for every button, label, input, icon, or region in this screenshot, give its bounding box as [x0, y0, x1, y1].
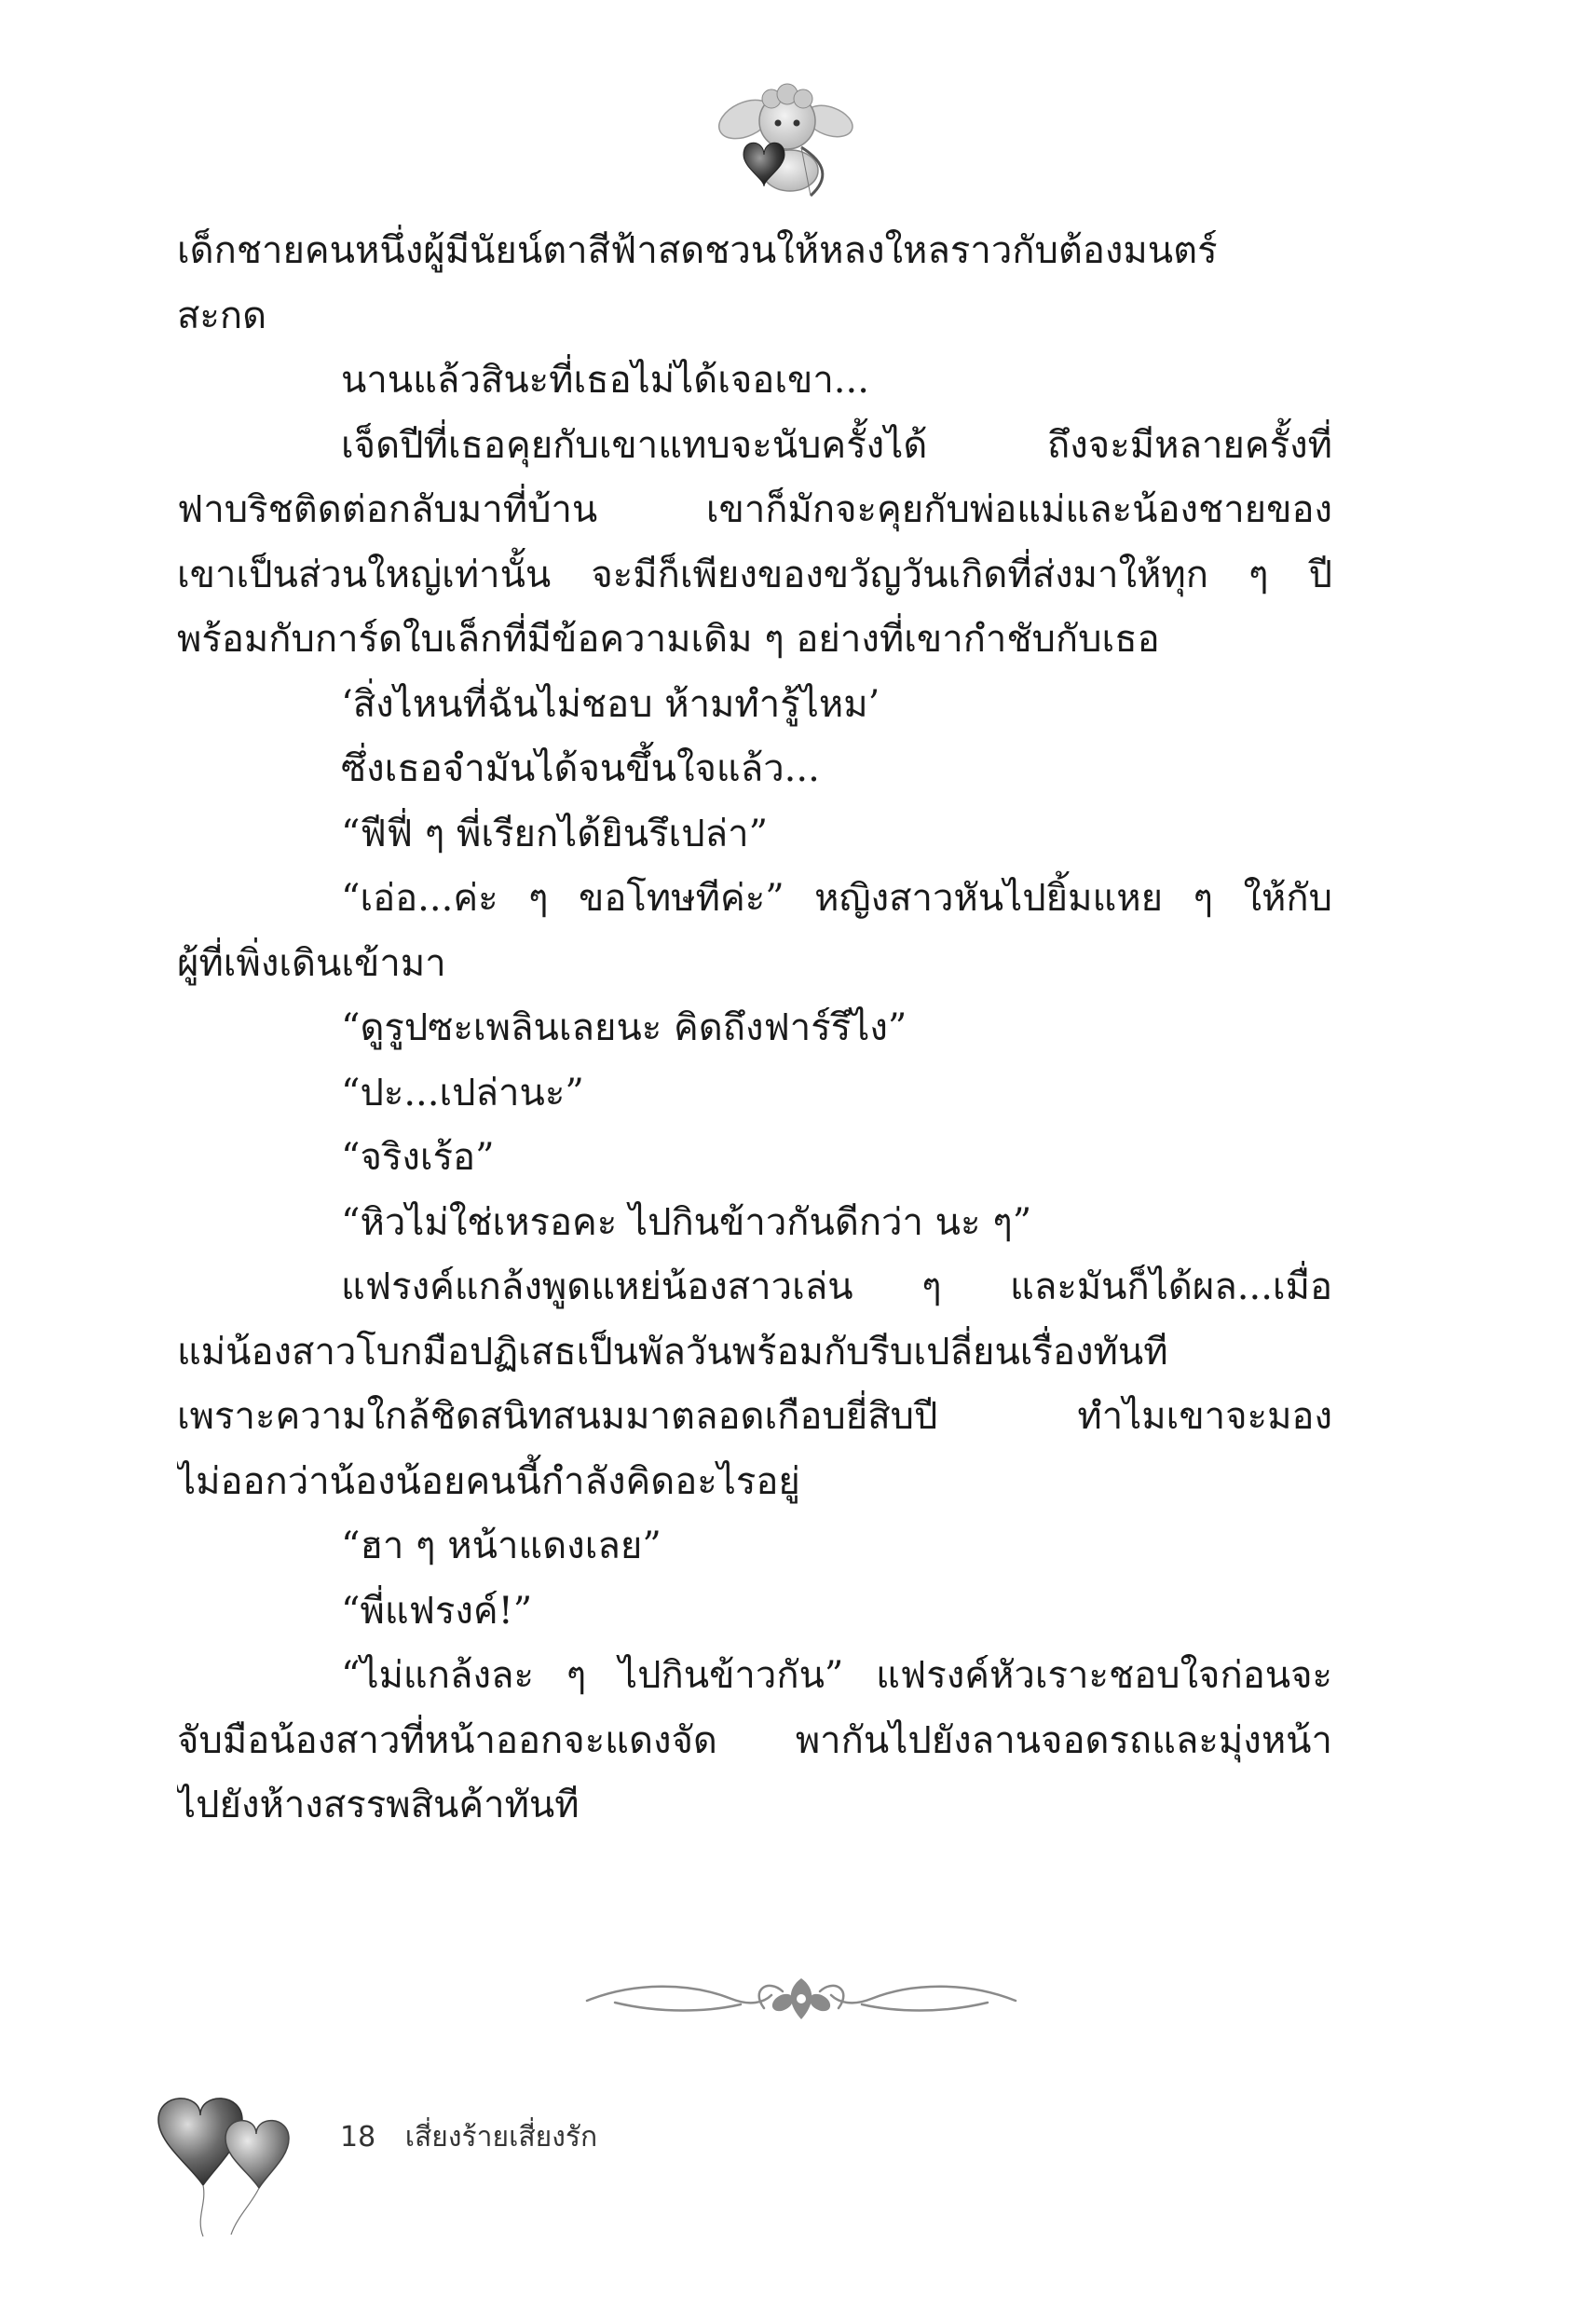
- text-line: แม่น้องสาวโบกมือปฏิเสธเป็นพัลวันพร้อมกับรีบเปลี่ยนเรื่องทันที: [177, 1330, 1168, 1374]
- page-number: 18: [340, 2121, 376, 2154]
- text-line: เด็กชายคนหนึ่งผู้มีนัยน์ตาสีฟ้าสดชวนให้หลงใหลราวกับต้องมนตร์: [177, 229, 1218, 272]
- text-line: “ปะ...เปล่านะ”: [341, 1071, 584, 1114]
- text-line: แฟรงค์แกล้งพูดแหย่น้องสาวเล่น ๆ และมันก็ได้ผล...เมื่อ: [341, 1265, 1332, 1308]
- floral-ornament-icon: [578, 1971, 1025, 2027]
- book-title: เสี่ยงร้ายเสี่ยงรัก: [404, 2121, 598, 2154]
- text-line: “ไม่แกล้งละ ๆ ไปกินข้าวกัน” แฟรงค์หัวเราะชอบใจก่อนจะ: [341, 1654, 1332, 1697]
- heart-balloons-icon: [149, 2087, 307, 2241]
- text-line: ไปยังห้างสรรพสินค้าทันที: [177, 1784, 580, 1826]
- text-line: สะกด: [177, 294, 267, 337]
- text-line: ฟาบริชติดต่อกลับมาที่บ้าน เขาก็มักจะคุยกับพ่อแม่และน้องชายของ: [177, 488, 1332, 531]
- text-line: ผู้ที่เพิ่งเดินเข้ามา: [177, 941, 446, 985]
- text-line: “ดูรูปซะเพลินเลยนะ คิดถึงฟาร์รึไง”: [341, 1006, 907, 1049]
- text-line: ซึ่งเธอจำมันได้จนขึ้นใจแล้ว...: [341, 747, 820, 790]
- text-line: เจ็ดปีที่เธอคุยกับเขาแทบจะนับครั้งได้ ถึงจะมีหลายครั้งที่: [341, 423, 1332, 467]
- text-line: เขาเป็นส่วนใหญ่เท่านั้น จะมีก็เพียงของขวัญวันเกิดที่ส่งมาให้ทุก ๆ ปี: [177, 553, 1332, 596]
- text-line: “พี่แฟรงค์!”: [341, 1589, 533, 1633]
- page-footer: [340, 2115, 597, 2159]
- cupid-with-heart-icon: [689, 82, 876, 203]
- body-text: [177, 219, 1332, 1839]
- text-line: “เอ่อ...ค่ะ ๆ ขอโทษทีค่ะ” หญิงสาวหันไปยิ้มแหย ๆ ให้กับ: [341, 877, 1332, 920]
- text-line: ‘สิ่งไหนที่ฉันไม่ชอบ ห้ามทำรู้ไหม’: [341, 682, 880, 726]
- text-line: พร้อมกับการ์ดใบเล็กที่มีข้อความเดิม ๆ อย่างที่เขากำชับกับเธอ: [177, 618, 1160, 661]
- text-line: “หิวไม่ใช่เหรอคะ ไปกินข้าวกันดีกว่า นะ ๆ”: [341, 1200, 1032, 1244]
- text-line: นานแล้วสินะที่เธอไม่ได้เจอเขา...: [341, 359, 869, 402]
- text-line: เพราะความใกล้ชิดสนิทสนมมาตลอดเกือบยี่สิบปี ทำไมเขาจะมอง: [177, 1395, 1332, 1438]
- text-line: ไม่ออกว่าน้องน้อยคนนี้กำลังคิดอะไรอยู่: [177, 1459, 800, 1503]
- text-line: “จริงเร้อ”: [341, 1136, 495, 1179]
- text-line: จับมือน้องสาวที่หน้าออกจะแดงจัด พากันไปยังลานจอดรถและมุ่งหน้า: [177, 1718, 1332, 1762]
- text-line: “ฟีฟี่ ๆ พี่เรียกได้ยินรึเปล่า”: [341, 812, 769, 855]
- text-line: “ฮา ๆ หน้าแดงเลย”: [341, 1525, 662, 1567]
